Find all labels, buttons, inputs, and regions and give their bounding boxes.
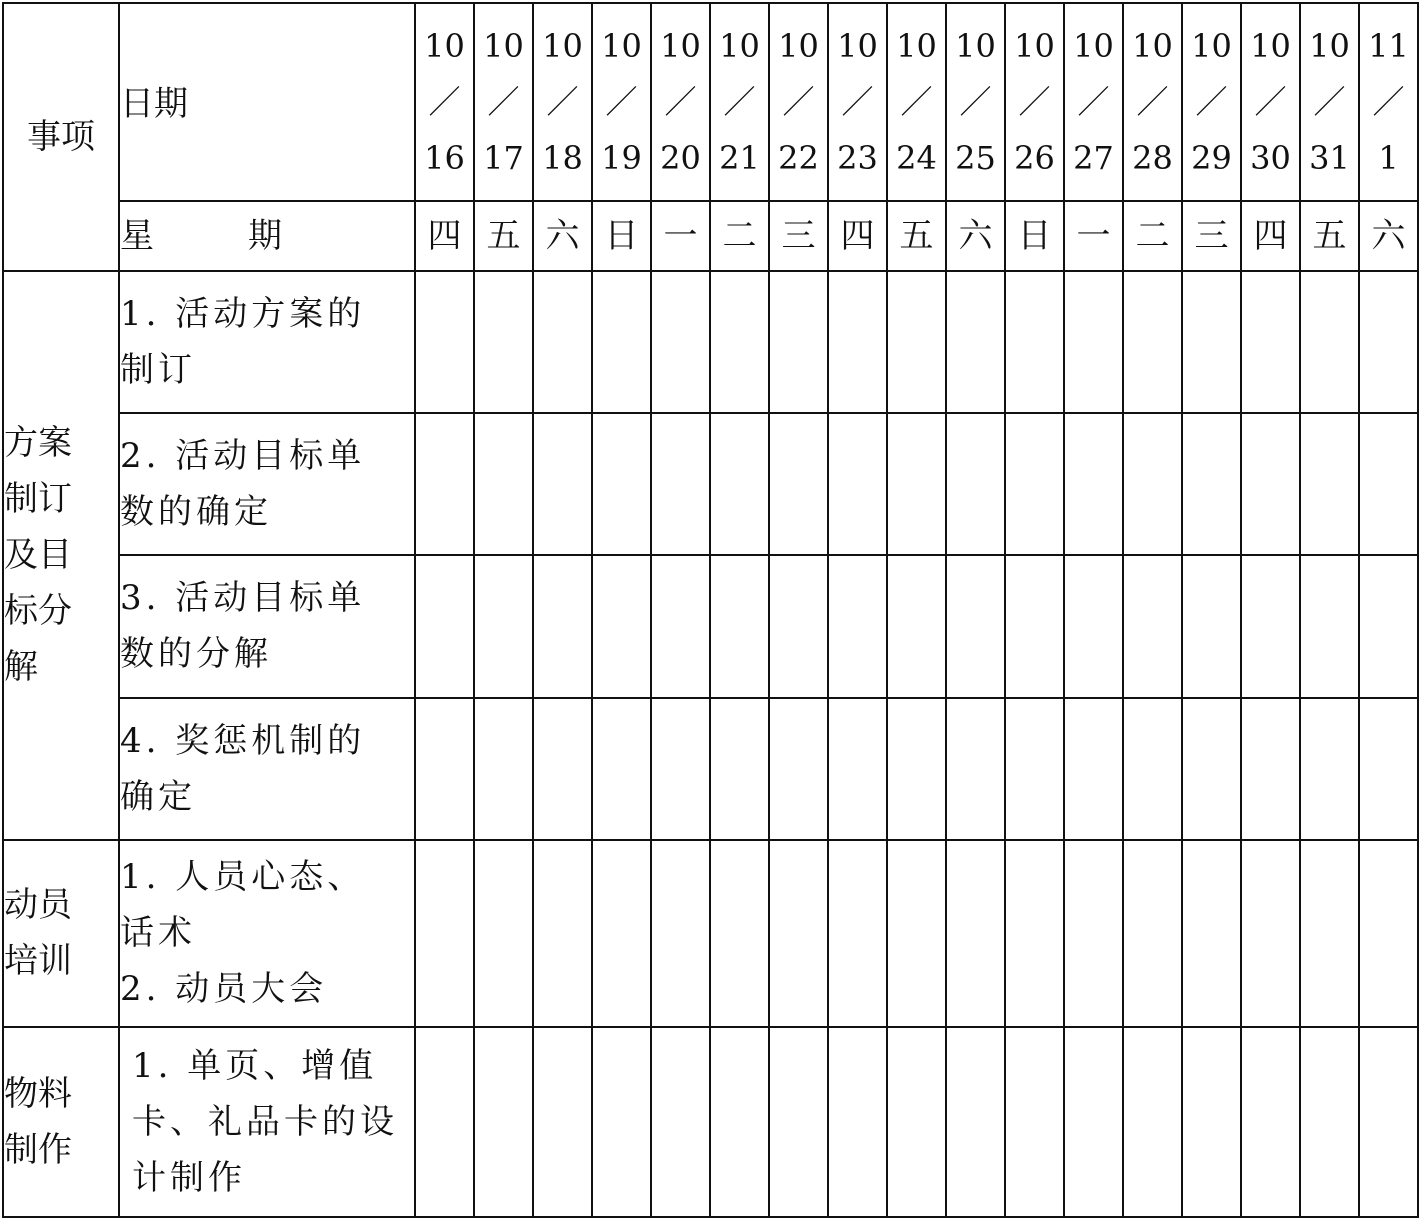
schedule-cell: [1241, 1027, 1300, 1217]
date-sep: ／: [487, 83, 520, 122]
weekday-header: [119, 201, 415, 271]
date-sep: ／: [1254, 83, 1287, 122]
group-name-line: 标分: [4, 591, 72, 632]
date-sep: ／: [428, 83, 461, 122]
weekday-cell: 四: [1241, 201, 1300, 271]
schedule-cell: [651, 555, 710, 697]
date-day: 16: [424, 139, 465, 178]
date-day: 21: [719, 139, 760, 178]
schedule-cell: [651, 840, 710, 1027]
date-month: 10: [601, 27, 642, 66]
date-month: 10: [1309, 27, 1350, 66]
task-item-cell: [119, 271, 415, 413]
schedule-cell: [415, 271, 474, 413]
date-month: 10: [1073, 27, 1114, 66]
matter-header: [3, 3, 119, 271]
schedule-cell: [1241, 840, 1300, 1027]
schedule-cell: [1359, 413, 1418, 555]
task-item-cell: [119, 413, 415, 555]
schedule-cell: [415, 840, 474, 1027]
schedule-cell: [533, 1027, 592, 1217]
task-item-line: 1. 活动方案的: [120, 294, 366, 335]
schedule-cell: [1182, 698, 1241, 840]
schedule-cell: [946, 1027, 1005, 1217]
task-item-cell: [119, 555, 415, 697]
schedule-cell: [1005, 698, 1064, 840]
schedule-cell: [1300, 840, 1359, 1027]
date-day: 29: [1191, 139, 1232, 178]
date-month: 10: [778, 27, 819, 66]
schedule-cell: [946, 840, 1005, 1027]
schedule-cell: [1182, 555, 1241, 697]
task-item-line: 1. 人员心态、: [120, 857, 366, 898]
weekday-cell: 五: [474, 201, 533, 271]
task-row: [3, 555, 1418, 697]
schedule-cell: [1300, 1027, 1359, 1217]
group-name-line: 物料: [4, 1073, 72, 1114]
schedule-cell: [946, 698, 1005, 840]
schedule-cell: [887, 698, 946, 840]
group-name-line: 及目: [4, 535, 72, 576]
date-sep: ／: [782, 83, 815, 122]
schedule-cell: [887, 413, 946, 555]
schedule-cell: [1005, 1027, 1064, 1217]
schedule-cell: [592, 413, 651, 555]
schedule-cell: [1241, 698, 1300, 840]
date-day: 19: [601, 139, 642, 178]
date-cell: [710, 3, 769, 201]
schedule-cell: [533, 271, 592, 413]
group-name-line: 动员: [4, 885, 72, 926]
task-item-line: 话术: [120, 913, 196, 954]
task-item-line: 2. 动员大会: [120, 969, 328, 1010]
schedule-cell: [533, 555, 592, 697]
schedule-cell: [1123, 413, 1182, 555]
weekday-cell: 五: [887, 201, 946, 271]
schedule-cell: [1300, 555, 1359, 697]
weekday-cell: 二: [1123, 201, 1182, 271]
activity-schedule-table: [2, 2, 1419, 1218]
date-header: [119, 3, 415, 201]
date-cell: [1123, 3, 1182, 201]
date-sep: ／: [664, 83, 697, 122]
schedule-cell: [1359, 271, 1418, 413]
schedule-cell: [710, 840, 769, 1027]
date-sep: ／: [900, 83, 933, 122]
group-name-line: 解: [4, 647, 38, 688]
weekday-header-label: 星 期: [120, 216, 312, 257]
weekday-cell: 一: [1064, 201, 1123, 271]
date-month: 10: [542, 27, 583, 66]
date-sep: ／: [1195, 83, 1228, 122]
schedule-cell: [887, 271, 946, 413]
task-row: [3, 698, 1418, 840]
schedule-cell: [474, 271, 533, 413]
date-sep: ／: [959, 83, 992, 122]
date-header-row: [3, 3, 1418, 201]
weekday-cell: 三: [769, 201, 828, 271]
schedule-cell: [533, 413, 592, 555]
weekday-cell: 五: [1300, 201, 1359, 271]
group-name-cell: [3, 271, 119, 839]
schedule-cell: [769, 840, 828, 1027]
date-cell: [887, 3, 946, 201]
task-item-cell: [119, 840, 415, 1027]
schedule-cell: [1005, 413, 1064, 555]
date-day: 20: [660, 139, 701, 178]
schedule-cell: [1005, 840, 1064, 1027]
group-name-cell: [3, 1027, 119, 1217]
date-month: 10: [483, 27, 524, 66]
schedule-cell: [1241, 413, 1300, 555]
schedule-cell: [1182, 271, 1241, 413]
schedule-cell: [946, 413, 1005, 555]
date-cell: [415, 3, 474, 201]
schedule-cell: [946, 555, 1005, 697]
schedule-cell: [415, 698, 474, 840]
schedule-cell: [474, 1027, 533, 1217]
schedule-cell: [1182, 1027, 1241, 1217]
schedule-cell: [1123, 271, 1182, 413]
weekday-cell: 一: [651, 201, 710, 271]
date-sep: ／: [605, 83, 638, 122]
schedule-cell: [1064, 698, 1123, 840]
date-day: 18: [542, 139, 583, 178]
schedule-cell: [828, 1027, 887, 1217]
schedule-cell: [828, 271, 887, 413]
schedule-cell: [474, 840, 533, 1027]
schedule-cell: [651, 1027, 710, 1217]
task-item-line: 卡、礼品卡的设: [132, 1101, 398, 1142]
weekday-header-row: [3, 201, 1418, 271]
schedule-cell: [592, 555, 651, 697]
schedule-cell: [415, 413, 474, 555]
date-cell: [946, 3, 1005, 201]
task-item-cell: [119, 1027, 415, 1217]
date-month: 10: [719, 27, 760, 66]
date-day: 22: [778, 139, 819, 178]
weekday-cell: 四: [415, 201, 474, 271]
schedule-cell: [1300, 698, 1359, 840]
schedule-cell: [710, 413, 769, 555]
schedule-cell: [651, 271, 710, 413]
schedule-cell: [1123, 840, 1182, 1027]
date-sep: ／: [546, 83, 579, 122]
schedule-cell: [1182, 840, 1241, 1027]
schedule-cell: [1359, 555, 1418, 697]
task-item-cell: [119, 698, 415, 840]
date-cell: [1300, 3, 1359, 201]
schedule-body: [3, 3, 1418, 1217]
date-month: 10: [896, 27, 937, 66]
schedule-cell: [474, 698, 533, 840]
group-name-line: 制订: [4, 479, 72, 520]
schedule-cell: [651, 698, 710, 840]
task-row: [3, 271, 1418, 413]
date-cell: [533, 3, 592, 201]
group-name-line: 方案: [4, 423, 72, 464]
schedule-cell: [592, 698, 651, 840]
date-cell: [651, 3, 710, 201]
schedule-cell: [710, 698, 769, 840]
date-sep: ／: [1372, 83, 1405, 122]
date-day: 26: [1014, 139, 1055, 178]
date-cell: [828, 3, 887, 201]
date-day: 1: [1378, 139, 1399, 178]
task-item-line: 确定: [120, 776, 196, 817]
weekday-cell: 六: [1359, 201, 1418, 271]
schedule-cell: [710, 555, 769, 697]
date-month: 10: [1132, 27, 1173, 66]
date-cell: [474, 3, 533, 201]
date-day: 31: [1309, 139, 1350, 178]
date-day: 28: [1132, 139, 1173, 178]
schedule-cell: [1064, 413, 1123, 555]
date-cell: [1359, 3, 1418, 201]
schedule-cell: [533, 698, 592, 840]
date-day: 23: [837, 139, 878, 178]
date-sep: ／: [1018, 83, 1051, 122]
schedule-cell: [769, 555, 828, 697]
schedule-cell: [710, 1027, 769, 1217]
date-month: 10: [424, 27, 465, 66]
schedule-cell: [415, 1027, 474, 1217]
date-cell: [1241, 3, 1300, 201]
date-sep: ／: [723, 83, 756, 122]
task-item-line: 数的确定: [120, 492, 272, 533]
schedule-cell: [1182, 413, 1241, 555]
schedule-cell: [1359, 840, 1418, 1027]
schedule-cell: [887, 840, 946, 1027]
date-day: 27: [1073, 139, 1114, 178]
schedule-cell: [1123, 698, 1182, 840]
schedule-cell: [1123, 555, 1182, 697]
schedule-cell: [1064, 555, 1123, 697]
schedule-cell: [651, 413, 710, 555]
date-month: 10: [1014, 27, 1055, 66]
weekday-cell: 六: [946, 201, 1005, 271]
schedule-cell: [710, 271, 769, 413]
date-cell: [769, 3, 828, 201]
task-row: [3, 413, 1418, 555]
date-month: 10: [955, 27, 996, 66]
schedule-cell: [533, 840, 592, 1027]
date-sep: ／: [1136, 83, 1169, 122]
task-row: [3, 840, 1418, 1027]
date-day: 24: [896, 139, 937, 178]
task-item-line: 制订: [120, 350, 196, 391]
date-cell: [1182, 3, 1241, 201]
schedule-cell: [828, 413, 887, 555]
date-month: 10: [660, 27, 701, 66]
schedule-cell: [887, 555, 946, 697]
schedule-cell: [1241, 271, 1300, 413]
date-month: 10: [837, 27, 878, 66]
schedule-cell: [887, 1027, 946, 1217]
date-month: 11: [1368, 27, 1409, 66]
schedule-cell: [1005, 555, 1064, 697]
schedule-cell: [1064, 840, 1123, 1027]
schedule-cell: [1359, 1027, 1418, 1217]
date-month: 10: [1191, 27, 1232, 66]
weekday-cell: 三: [1182, 201, 1241, 271]
date-day: 25: [955, 139, 996, 178]
date-day: 17: [483, 139, 524, 178]
schedule-cell: [1359, 698, 1418, 840]
schedule-cell: [769, 271, 828, 413]
schedule-cell: [828, 555, 887, 697]
schedule-cell: [1064, 1027, 1123, 1217]
schedule-cell: [1300, 413, 1359, 555]
schedule-cell: [769, 698, 828, 840]
group-name-line: 培训: [4, 941, 72, 982]
date-sep: ／: [841, 83, 874, 122]
task-item-line: 计制作: [132, 1157, 246, 1198]
schedule-cell: [1241, 555, 1300, 697]
task-item-line: 数的分解: [120, 634, 272, 675]
task-item-line: 1. 单页、增值: [132, 1045, 378, 1086]
schedule-cell: [828, 698, 887, 840]
weekday-cell: 日: [1005, 201, 1064, 271]
schedule-cell: [946, 271, 1005, 413]
schedule-cell: [769, 1027, 828, 1217]
task-item-line: 2. 活动目标单: [120, 436, 366, 477]
date-cell: [1064, 3, 1123, 201]
date-sep: ／: [1313, 83, 1346, 122]
matter-header-label: 事项: [27, 117, 95, 158]
task-item-line: 4. 奖惩机制的: [120, 720, 366, 761]
schedule-cell: [1123, 1027, 1182, 1217]
group-name-cell: [3, 840, 119, 1027]
date-month: 10: [1250, 27, 1291, 66]
schedule-cell: [474, 555, 533, 697]
weekday-cell: 六: [533, 201, 592, 271]
schedule-cell: [592, 1027, 651, 1217]
schedule-cell: [1300, 271, 1359, 413]
schedule-cell: [1005, 271, 1064, 413]
date-cell: [1005, 3, 1064, 201]
task-item-line: 3. 活动目标单: [120, 578, 366, 619]
weekday-cell: 二: [710, 201, 769, 271]
schedule-cell: [828, 840, 887, 1027]
weekday-cell: 日: [592, 201, 651, 271]
date-day: 30: [1250, 139, 1291, 178]
schedule-cell: [1064, 271, 1123, 413]
date-sep: ／: [1077, 83, 1110, 122]
schedule-cell: [592, 840, 651, 1027]
schedule-cell: [769, 413, 828, 555]
schedule-cell: [474, 413, 533, 555]
schedule-cell: [415, 555, 474, 697]
date-header-label: 日期: [120, 84, 188, 124]
weekday-cell: 四: [828, 201, 887, 271]
group-name-line: 制作: [4, 1129, 72, 1170]
schedule-cell: [592, 271, 651, 413]
date-cell: [592, 3, 651, 201]
task-row: [3, 1027, 1418, 1217]
